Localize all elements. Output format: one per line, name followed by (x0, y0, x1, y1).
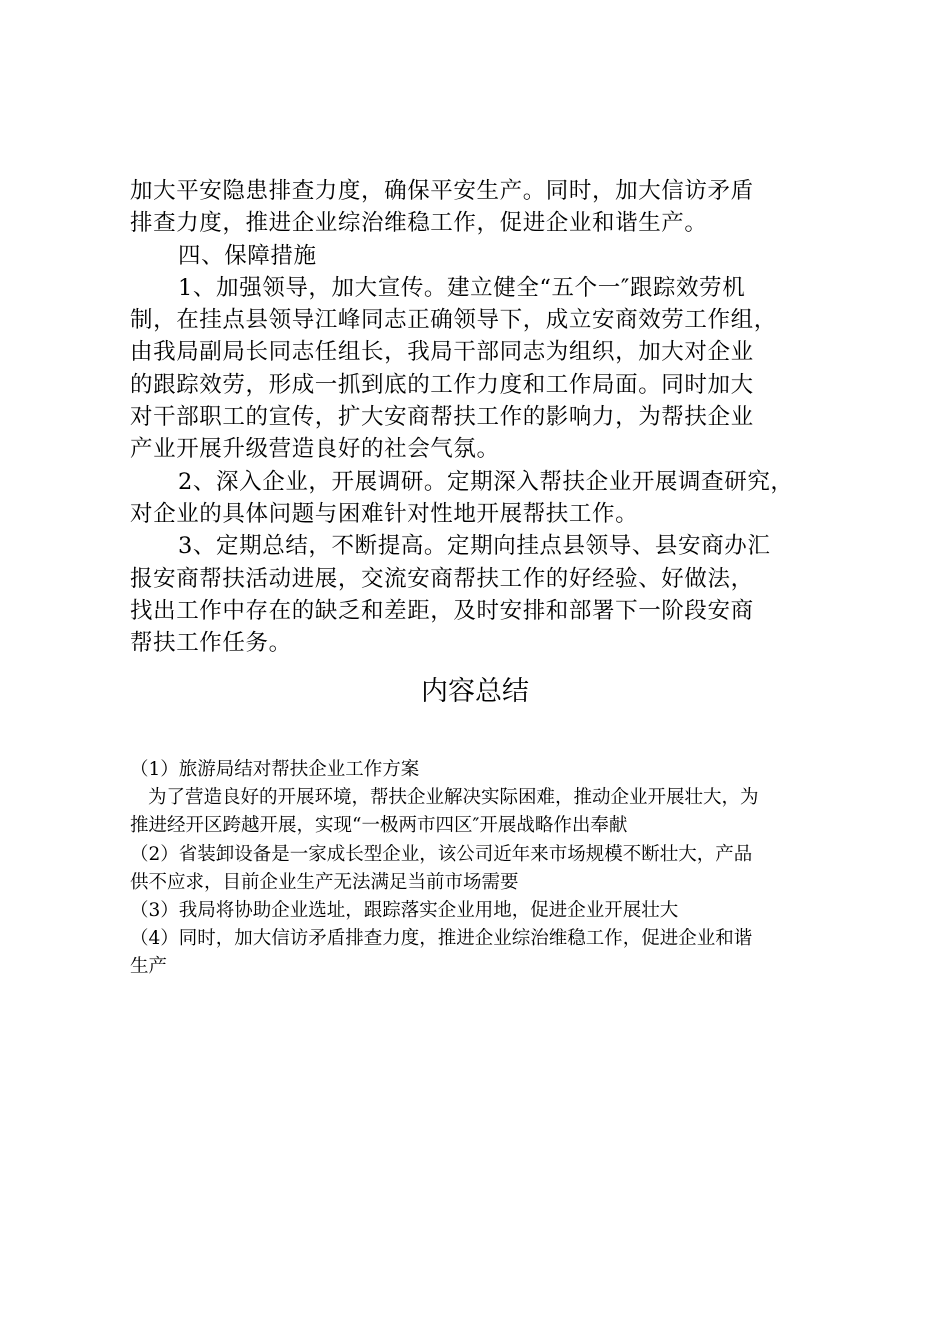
body-line: 产业开展升级营造良好的社会气氛。 (130, 436, 500, 463)
body-line: 对企业的具体问题与困难针对性地开展帮扶工作。 (130, 500, 639, 527)
body-line: 1、加强领导，加大宣传。建立健全“五个一″跟踪效劳机 (178, 274, 746, 301)
summary-line: 为了营造良好的开展环境，帮扶企业解决实际困难，推动企业开展壮大，为 (148, 787, 759, 809)
summary-line: （1）旅游局结对帮扶企业工作方案 (130, 759, 420, 780)
body-line: 排查力度，推进企业综治维稳工作，促进企业和谐生产。 (130, 210, 708, 237)
body-text (130, 175, 842, 659)
summary-line: 供不应求，目前企业生产无法满足当前市场需要 (130, 871, 519, 893)
section-heading: 四、保障措施 (178, 242, 317, 269)
body-line: 2、深入企业，开展调研。定期深入帮扶企业开展调查研究， (178, 468, 794, 495)
summary-text (130, 756, 842, 982)
body-line: 找出工作中存在的缺乏和差距，及时安排和部署下一阶段安商 (130, 597, 754, 624)
body-line: 加大平安隐患排查力度，确保平安生产。同时，加大信访矛盾 (130, 178, 754, 204)
body-line: 帮扶工作任务。 (130, 630, 292, 657)
summary-line: （2）省装卸设备是一家成长型企业，该公司近年来市场规模不断壮大，产品 (130, 843, 753, 865)
body-line: 的跟踪效劳，形成一抓到底的工作力度和工作局面。同时加大 (130, 371, 754, 398)
summary-line: （4）同时，加大信访矛盾排查力度，推进企业综治维稳工作，促进企业和谐 (130, 928, 753, 950)
summary-line: （3）我局将协助企业选址，跟踪落实企业用地，促进企业开展壮大 (130, 899, 679, 921)
body-line: 由我局副局长同志任组长，我局干部同志为组织，加大对企业 (130, 339, 754, 366)
body-line: 报安商帮扶活动进展，交流安商帮扶工作的好经验、好做法， (130, 565, 754, 592)
body-line: 3、定期总结，不断提高。定期向挂点县领导、县安商办汇 (178, 533, 771, 560)
summary-title: 内容总结 (421, 676, 529, 707)
body-line: 制，在挂点县领导江峰同志正确领导下，成立安商效劳工作组， (130, 307, 777, 334)
summary-line: 生产 (130, 956, 168, 978)
summary-line: 推进经开区跨越开展，实现“一极两市四区″开展战略作出奉献 (130, 815, 628, 837)
body-line: 对干部职工的宣传，扩大安商帮扶工作的影响力，为帮扶企业 (130, 404, 754, 431)
